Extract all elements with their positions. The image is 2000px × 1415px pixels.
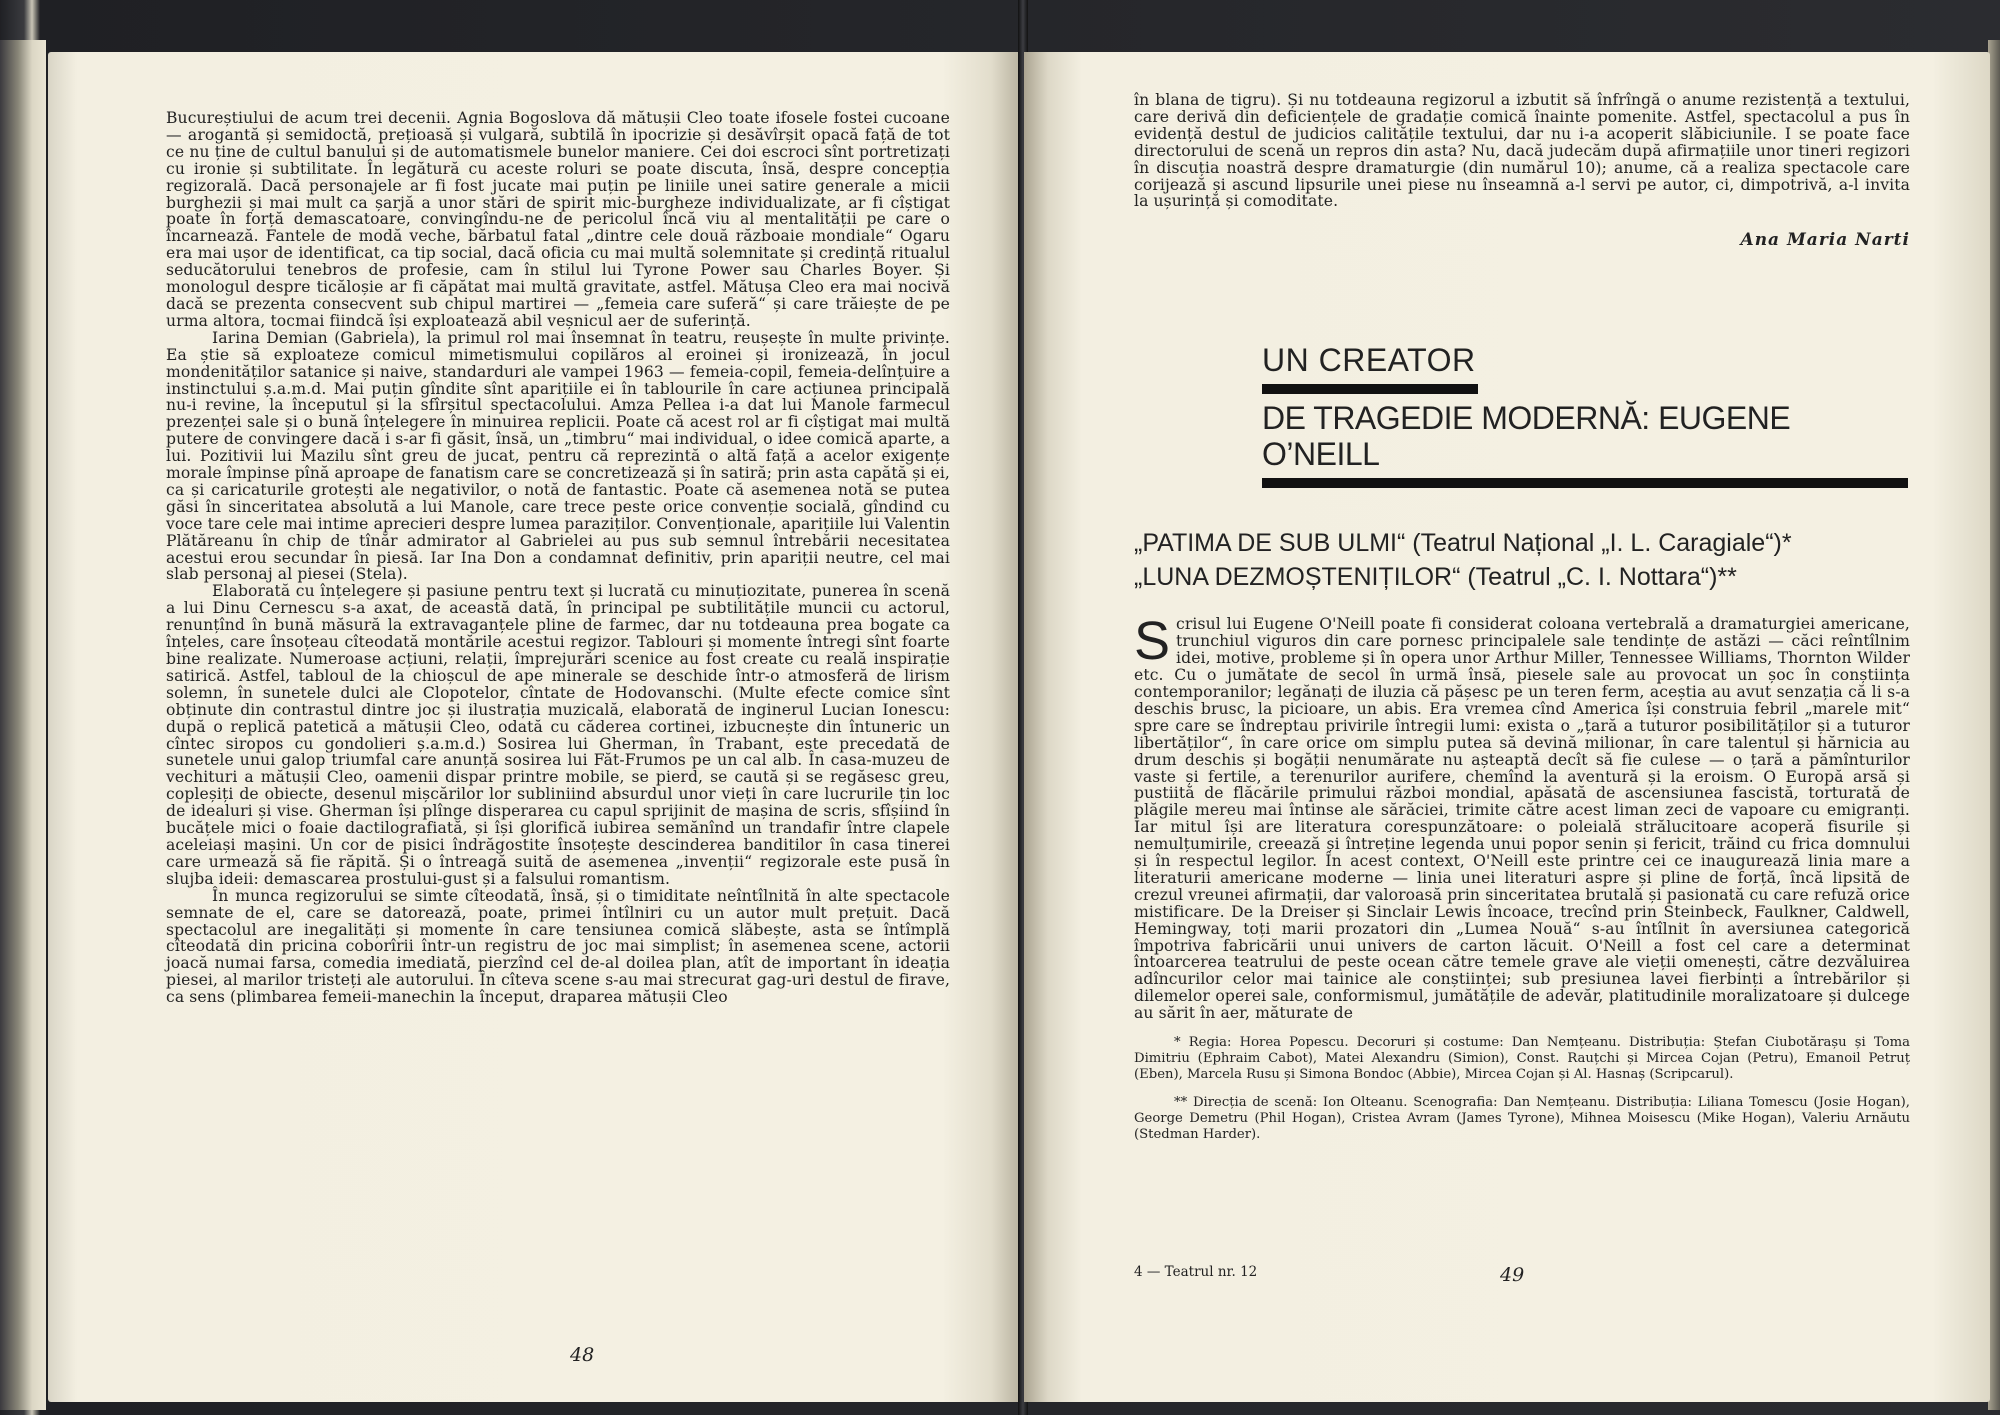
left-page-edges bbox=[0, 40, 46, 1410]
heading-line-2: DE TRAGEDIE MODERNĂ: EUGENE O’NEILL bbox=[1262, 400, 1791, 473]
left-page-number: 48 bbox=[570, 1344, 595, 1366]
article-heading bbox=[1134, 342, 1910, 488]
article-body bbox=[1134, 611, 1910, 1023]
footnote-1: * Regia: Horea Popescu. Decoruri și costume: Dan Nemțeanu. Distribuția: Ștefan Ciubotărașu și Toma Dimitriu (Ephraim Cabot), Matei Alexandru (Simion), Const. Rauțchi și Mircea Cojan (Petru), Emanoil Petruț (Eben), Marcela Rusu și Simona Bondoc (Abbie), Mircea Cojan și Al. Hasnaș (Scripcarul). bbox=[1134, 1035, 1910, 1083]
heading-rule-long bbox=[1262, 478, 1908, 488]
left-paragraph-3: Elaborată cu înțelegere și pasiune pentru text și lucrată cu minuțiozitate, punerea în scenă a lui Dinu Cernescu s-a axat, de această dată, în principal pe subtilitățile muncii cu actorul, renunțînd în bună măsură la extravaganțele pline de farmec, dar nu totdeauna prea bogate ca înțeles, care însoțeau cîteodată montările acestui regizor. Tablouri și momente întregi sînt foarte bine realizate. Numeroase acțiuni, relații, împrejurări scenice au fost create cu reală inspirație satirică. Astfel, tabloul de la chioșcul de ape minerale se deschide într-o atmosferă de lirism solemn, în sunetele dulci ale Clopotelor, cîntate de Hodovanschi. (Multe efecte comice sînt obținute din contrastul dintre joc și ilustrația muzicală, elaborată de inginerul Lucian Ionescu: după o replică patetică a mătușii Cleo, odată cu căderea cortinei, izbucnește din întuneric un cîntec siropos cu gondolieri ș.a.m.d.) Sosirea lui Gherman, în Trabant, este precedată de sunetele unui galop triumfal care anunță sosirea lui Făt-Frumos pe un cal alb. În casa-muzeu de vechituri a mătușii Cleo, oamenii dispar printre mobile, se pierd, se caută și se regăsesc greu, copleșiți de obiecte, desenul mișcărilor lor subliniind absurdul unor vieți în care lucrurile țin loc de idealuri și vise. Gherman își plînge disperarea cu capul sprijinit de mașina de scris, sfîșiind în bucățele mici o foaie dactilografiată, și își glorifică iubirea semănînd un trandafir între clapele aceleiași mașini. Un cor de pisici îndrăgostite însoțește descinderea banditilor în casa tinerei care urmează să fie răpită. Și o întreagă suită de asemenea „invenții“ regizorale este pusă în slujba ideii: demascarea prostului-gust și a falsului romantism. bbox=[166, 582, 950, 888]
subtitle-play-1: „PATIMA DE SUB ULMI“ (Teatrul Național „I. L. Caragiale“)* bbox=[1134, 529, 1792, 558]
heading-rule-short bbox=[1262, 384, 1478, 394]
footnote-2: ** Direcția de scenă: Ion Olteanu. Scenografia: Dan Nemțeanu. Distribuția: Liliana Tomescu (Josie Hogan), George Demetru (Phil Hogan), Cristea Avram (James Tyrone), Mihnea Moisescu (Mike Hogan), Valeriu Arnăutu (Stedman Harder). bbox=[1134, 1095, 1910, 1143]
author-signature: Ana Maria Narti bbox=[1740, 230, 1910, 251]
heading-line-1: UN CREATOR bbox=[1262, 342, 1476, 379]
footnote-separator bbox=[1134, 1022, 1910, 1023]
subtitle-play-2: „LUNA DEZMOȘTENIȚILOR“ (Teatrul „C. I. Nottara“)** bbox=[1134, 563, 1737, 592]
left-paragraph-4: În munca regizorului se simte cîteodată, însă, și o timiditate neîntîlnită în alte spectacole semnate de el, care se datorează, poate, primei întîlniri cu un autor mult prețuit. Dacă spectacolul are inegalități și momente în care tensiunea comică slăbește, asta se întîmplă cîteodată din pricina coborîrii într-un registru de joc mai simplist; în asemenea scene, actorii joacă numai farsa, comedia imediată, pierzînd cel de-al doilea plan, atît de important în ideația piesei, al marilor tristeți ale autorului. În cîteva scene s-au mai strecurat gag-uri destul de firave, ca sens (plimbarea femeii-manechin la început, draparea mătușii Cleo bbox=[166, 886, 950, 1007]
issue-label: 4 — Teatrul nr. 12 bbox=[1134, 1264, 1258, 1280]
right-page bbox=[1024, 52, 1990, 1402]
left-page bbox=[48, 52, 1020, 1402]
right-intro-paragraph: în blana de tigru). Și nu totdeauna regizorul a izbutit să înfrîngă o anume rezistență a textului, care derivă din deficiențele de gradație comică înainte pomenite. Astfel, spectacolul a pus în evidență destul de judicios calitățile textului, dar nu i-a acoperit slăbiciunile. I se poate face directorului de scenă un repros din asta? Nu, dacă judecăm după afirmațiile unor tineri regizori în discuția noastră despre dramaturgie (din numărul 10); anume, că a realiza spectacole care corijează și ascund lipsurile unei piese nu înseamnă a-l servi pe autor, ci, dimpotrivă, a-l invita la ușurință și comoditate. bbox=[1134, 91, 1910, 211]
left-paragraph-2: Iarina Demian (Gabriela), la primul rol mai însemnat în teatru, reușește în multe privințe. Ea știe să exploateze comicul mimetismului copilăros al eroinei și ironizează, în jocul mondenităților satanice și naive, standarduri ale vampei 1963 — femeia-copil, femeia-delînțuire a instinctului ș.a.m.d. Mai puțin gîndite sînt aparițiile ei în tablourile în care acțiunea principală nu-i revine, la începutul și la sfîrșitul spectacolului. Amza Pellea i-a dat lui Manole farmecul prezenței sale și o bună înțelegere în minuirea replicii. Poate că acest rol ar fi cîștigat mai multă putere de convingere dacă i s-ar fi găsit, însă, un „timbru“ mai individual, o idee comică aparte, a lui. Pozitivii lui Mazilu sînt greu de jucat, pentru că reprezintă o altă față a acelor exigențe morale împinse pînă aproape de fanatism care se concretizează și în satiră; prin asta capătă și ei, ca și caricaturile grotești ale negativilor, o notă de fantastic. Poate că asemenea notă se putea găsi în sinceritatea absolută a lui Manole, care trece peste orice convenție socială, gîndind cu voce tare cele mai intime aprecieri despre lumea paraziților. Convenționale, aparițiile lui Valentin Plătăreanu în chip de tînăr admirator al Gabrielei au pus sub semnul întrebării necesitatea acestui erou secundar în piesă. Iar Ina Don a condamnat definitiv, prin apariții neutre, cel mai slab personaj al piesei (Stela). bbox=[166, 328, 950, 584]
left-paragraph-1: Bucureștiului de acum trei decenii. Agnia Bogoslova dă mătușii Cleo toate ifosele fostei cucoane — arogantă și semidoctă, prețioasă și vulgară, subtilă în ipocrizie și desăvîrșit opacă față de tot ce nu ține de cultul banului și de automatismele bunelor maniere. Cei doi escroci sînt portretizați cu ironie și subtilitate. În legătură cu aceste roluri se poate discuta, însă, despre concepția regizorală. Dacă personajele ar fi fost jucate mai puțin pe liniile unei satire generale a micii burghezii și mai mult ca șarjă a unor stări de spirit mic-burgheze individualizate, ar fi cîștigat poate în forță demascatoare, convingîndu-ne de pericolul încă viu al mentalității pe care o încarnează. Fantele de modă veche, bărbatul fatal „dintre cele două războaie mondiale“ Ogaru era mai ușor de identificat, ca tip social, dacă oficia cu mai multă solemnitate și credință ritualul seducătorului tenebros de profesie, cam în stilul lui Tyrone Power sau Charles Boyer. Și monologul despre ticăloșie ar fi căpătat mai multă gravitate, astfel. Mătușa Cleo era mai nocivă dacă se prezenta consecvent sub chipul martirei — „femeia care suferă“ și care trăiește de pe urma altora, tocmai fiindcă își exploatează abil veșnicul aer de suferință. bbox=[166, 109, 950, 330]
drop-cap: S bbox=[1134, 611, 1171, 672]
article-paragraph: crisul lui Eugene O'Neill poate fi considerat coloana vertebrală a dramaturgiei americane, trunchiul viguros din care pornesc principalele sale tendințe de astăzi — căci reîntîlnim idei, motive, probleme și în opera unor Arthur Miller, Tennessee Williams, Thornton Wilder etc. Cu o jumătate de secol în urmă însă, piesele sale au provocat un șoc în conștiința contemporanilor; legănați de iluzia că pășesc pe un teren ferm, aceștia au avut senzația că li s-a deschis brusc, la picioare, un abis. Era vremea cînd America își construia febril „marele mit“ spre care se îndreptau privirile întregii lumi: exista o „țară a tuturor posibilităților și a tuturor libertăților“, în care orice om simplu putea să devină milionar, în care talentul și hărnicia au drum deschis și bogății nenumărate nu așteaptă decît să fie culese — o țară a pămînturilor vaste și fertile, a terenurilor aurifere, chemînd la aventură și la eroism. O Europă arsă și pustiită de flăcările primului război mondial, apăsată de ascensiunea fascistă, torturată de plăgile mereu mai întinse ale sărăciei, trimite către acest liman zeci de vapoare cu emigranți. Iar mitul își are literatura corespunzătoare: o poleială strălucitoare acoperă fisurile și nemulțumirile, creează și întreține legenda unui popor senin și fericit, trăind cu frica domnului și în respectul legilor. În acest context, O'Neill este printre cei ce inaugurează linia mare a literaturii americane moderne — linia unei literaturi aspre și pline de forță, încă lipsită de crezul vreunei afirmații, dar valoroasă prin sinceritatea brutală și pasionată cu care refuză orice mistificare. De la Dreiser și Sinclair Lewis încoace, trecînd prin Steinbeck, Faulkner, Caldwell, Hemingway, toți marii prozatori din „Lumea Nouă“ s-au întîlnit în aversiunea categorică împotriva fabricării unui univers de carton lăcuit. O'Neill a fost cel care a determinat întoarcerea teatrului de peste ocean către temele grave ale vieții omenești, către dezvăluirea adîncurilor celor mai tainice ale conștiinței; sub presiunea lavei fierbinți a întrebărilor și dilemelor operei sale, conformismul, jumătățile de adevăr, platitudinile moralizatoare și dulcege au sărit în aer, măturate de bbox=[1134, 615, 1910, 1023]
subtitle-block bbox=[1134, 526, 1910, 594]
right-page-number: 49 bbox=[1500, 1264, 1525, 1286]
